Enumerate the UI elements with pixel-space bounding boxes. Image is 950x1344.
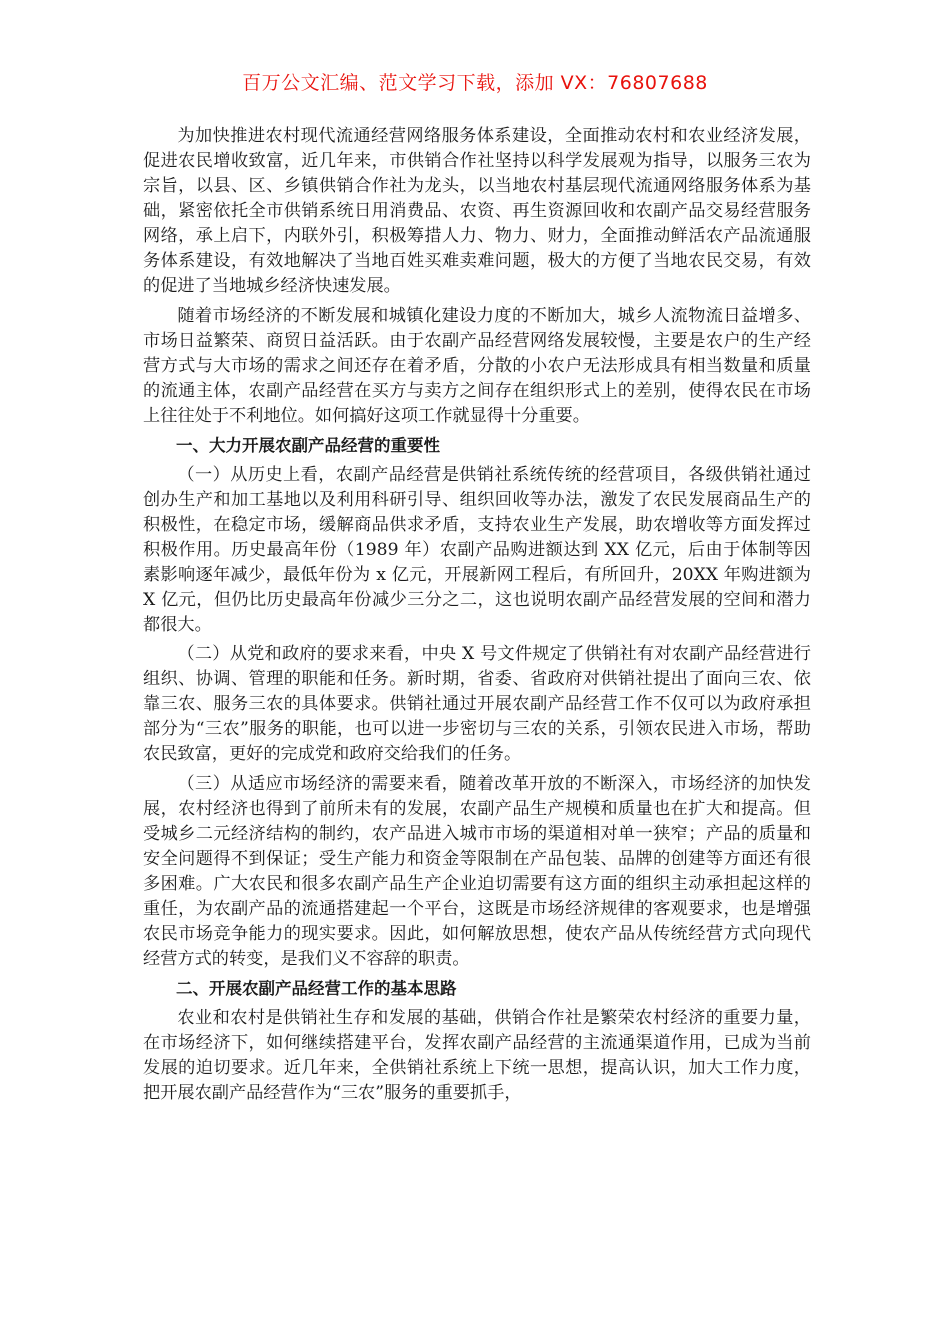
paragraph-history: （一）从历史上看，农副产品经营是供销社系统传统的经营项目，各级供销社通过创办生产和加工基地以及利用科研引导、组织回收等办法，激发了农民发展商品生产的积极性，在稳定市场，缓解商品供求矛盾，支持农业生产发展，助农增收等方面发挥过积极作用。历史最高年份（1989 年）农副产品购进额达到 XX 亿元，后由于体制等因素影响逐年减少，最低年份为 x 亿元，开展新网工程后，有所回升，20XX 年购进额为 X 亿元，但仍比历史最高年份减少三分之二，这也说明农副产品经营发展的空间和潜力都很大。: [143, 464, 811, 635]
paragraph-intro: 为加快推进农村现代流通经营网络服务体系建设，全面推动农村和农业经济发展，促进农民增收致富，近几年来，市供销合作社坚持以科学发展观为指导，以服务三农为宗旨，以县、区、乡镇供销合作社为龙头，以当地农村基层现代流通网络服务体系为基础，紧密依托全市供销系统日用消费品、农资、再生资源回收和农副产品交易经营服务网络，承上启下，内联外引，积极筹措人力、物力、财力，全面推动鲜活农产品流通服务体系建设，有效地解决了当地百姓买难卖难问题，极大的方便了当地农民交易，有效的促进了当地城乡经济快速发展。: [143, 126, 811, 296]
section-heading-2: 二、开展农副产品经营工作的基本思路: [176, 979, 457, 998]
paragraph-government: （二）从党和政府的要求来看，中央 X 号文件规定了供销社有对农副产品经营进行组织、协调、管理的职能和任务。新时期，省委、省政府对供销社提出了面向三农、依靠三农、服务三农的具体要求。供销社通过开展农副产品经营工作不仅可以为政府承担部分为“三农”服务的职能，也可以进一步密切与三农的关系，引领农民进入市场，帮助农民致富，更好的完成党和政府交给我们的任务。: [143, 644, 811, 764]
section-heading-1: 一、大力开展农副产品经营的重要性: [176, 436, 440, 455]
paragraph-background: 随着市场经济的不断发展和城镇化建设力度的不断加大，城乡人流物流日益增多、市场日益繁荣、商贸日益活跃。由于农副产品经营网络发展较慢，主要是农户的生产经营方式与大市场的需求之间还存在着矛盾，分散的小农户无法形成具有相当数量和质量的流通主体，农副产品经营在买方与卖方之间存在组织形式上的差别，使得农民在市场上往往处于不利地位。如何搞好这项工作就显得十分重要。: [143, 305, 811, 426]
header-notice: 百万公文汇编、范文学习下载，添加 VX：76807688: [242, 72, 708, 94]
document-body: [143, 124, 811, 1110]
paragraph-approach: 农业和农村是供销社生存和发展的基础，供销合作社是繁荣农村经济的重要力量，在市场经济下，如何继续搭建平台，发挥农副产品经营的主流通渠道作用，已成为当前发展的迫切要求。近几年来，全供销社系统上下统一思想，提高认识，加大工作力度，把开展农副产品经营作为“三农”服务的重要抓手，: [143, 1007, 811, 1103]
paragraph-market: （三）从适应市场经济的需要来看，随着改革开放的不断深入，市场经济的加快发展，农村经济也得到了前所未有的发展，农副产品生产规模和质量也在扩大和提高。但受城乡二元经济结构的制约，农产品进入城市市场的渠道相对单一狭窄；产品的质量和安全问题得不到保证；受生产能力和资金等限制在产品包装、品牌的创建等方面还有很多困难。广大农民和很多农副产品生产企业迫切需要有这方面的组织主动承担起这样的重任，为农副产品的流通搭建起一个平台，这既是市场经济规律的客观要求，也是增强农民市场竞争能力的现实要求。因此，如何解放思想，使农产品从传统经营方式向现代经营方式的转变，是我们义不容辞的职责。: [143, 773, 811, 969]
